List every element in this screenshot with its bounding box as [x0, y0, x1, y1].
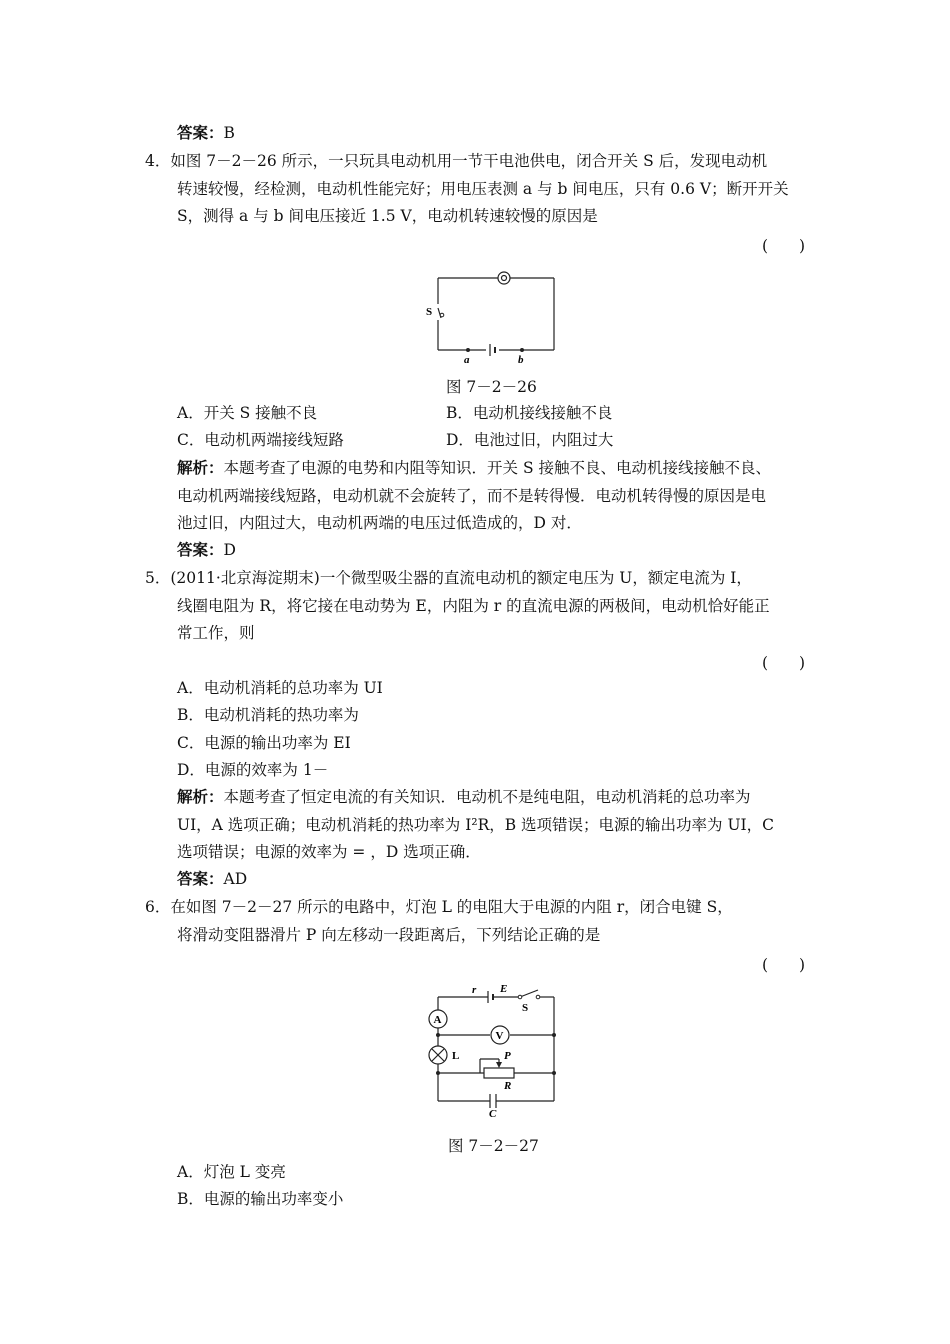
- capacitor-c-label: C: [489, 1108, 497, 1118]
- q5-option-c: C．电源的输出功率为 EI: [177, 734, 351, 752]
- answer-value: D: [223, 541, 236, 559]
- q5-line-2: 线圈电阻为 R，将它接在电动势为 E，内阻为 r 的直流电源的两极间，电动机恰好能正: [177, 597, 770, 615]
- q3-answer: [177, 123, 235, 143]
- analysis-text: 本题考查了恒定电流的有关知识．电动机不是纯电阻，电动机消耗的总功率为: [223, 788, 751, 806]
- slider-p-label: P: [504, 1050, 511, 1062]
- q5-analysis-1: [177, 787, 751, 807]
- answer-label: 答案：: [177, 869, 224, 888]
- q4-option-c: C．电动机两端接线短路: [177, 431, 344, 449]
- lamp-l-label: L: [452, 1050, 460, 1062]
- q6-answer-paren: ( ): [762, 956, 806, 974]
- q6-line-1: 6．在如图 7－2－27 所示的电路中，灯泡 L 的电阻大于电源的内阻 r，闭合电键 S，: [145, 898, 733, 916]
- q5-analysis-2: UI，A 选项正确；电动机消耗的热功率为 I²R，B 选项错误；电源的输出功率为 UI，C: [177, 816, 775, 834]
- q4-analysis-2: 电动机两端接线短路，电动机就不会旋转了，而不是转得慢．电动机转得慢的原因是电: [177, 487, 767, 505]
- q6-line-2: 将滑动变阻器滑片 P 向左移动一段距离后，下列结论正确的是: [177, 926, 601, 944]
- q5-option-d: D．电源的效率为 1－: [177, 761, 329, 779]
- q5-analysis-3: 选项错误；电源的效率为 = ，D 选项正确．: [177, 843, 481, 861]
- voltmeter-icon-label: V: [495, 1030, 504, 1042]
- q6-option-a: A．灯泡 L 变亮: [177, 1163, 286, 1181]
- analysis-label: 解析：: [177, 787, 224, 806]
- q6-option-b: B．电源的输出功率变小: [177, 1190, 344, 1208]
- switch-s-label: S: [426, 306, 433, 318]
- label-r-internal: r: [472, 984, 477, 996]
- q5-answer-paren: ( ): [762, 654, 806, 672]
- rheostat-r-label: R: [504, 1080, 512, 1092]
- label-e: E: [500, 983, 508, 995]
- q4-answer-paren: ( ): [762, 237, 806, 255]
- ammeter-icon-label: A: [433, 1014, 442, 1026]
- q4-line-2: 转速较慢，经检测，电动机性能完好；用电压表测 a 与 b 间电压，只有 0.6 V；断开开关: [177, 180, 789, 198]
- figure-caption-7-2-27: 图 7－2－27: [448, 1137, 539, 1155]
- q4-line-3: S，测得 a 与 b 间电压接近 1.5 V，电动机转速较慢的原因是: [177, 207, 598, 225]
- answer-value: AD: [223, 870, 248, 888]
- q4-line-1: 4．如图 7－2－26 所示，一只玩具电动机用一节干电池供电，闭合开关 S 后，发现电动机: [145, 152, 768, 170]
- figure-caption-7-2-26: 图 7－2－26: [446, 378, 537, 396]
- q4-analysis-1: [177, 458, 771, 478]
- circuit-figure-7-2-27: [420, 983, 580, 1118]
- q5-line-1: 5．(2011·北京海淀期末)一个微型吸尘器的直流电动机的额定电压为 U，额定电流为 I，: [145, 569, 752, 587]
- q5-option-b: B．电动机消耗的热功率为: [177, 706, 359, 724]
- answer-label: 答案：: [177, 540, 224, 559]
- answer-value: B: [223, 124, 235, 142]
- q4-option-d: D．电池过旧，内阻过大: [446, 431, 614, 449]
- answer-label: 答案：: [177, 123, 224, 142]
- q5-option-a: A．电动机消耗的总功率为 UI: [177, 679, 383, 697]
- analysis-text: 本题考查了电源的电势和内阻等知识．开关 S 接触不良、电动机接线接触不良、: [223, 459, 771, 477]
- point-b-label: b: [518, 354, 524, 366]
- q5-line-3: 常工作，则: [177, 624, 255, 642]
- q5-answer: [177, 869, 247, 889]
- label-s: S: [522, 1002, 529, 1014]
- q4-answer: [177, 540, 236, 560]
- circuit-figure-7-2-26: [420, 268, 570, 368]
- q4-option-a: A．开关 S 接触不良: [177, 404, 318, 422]
- q4-analysis-3: 池过旧，内阻过大，电动机两端的电压过低造成的，D 对．: [177, 514, 582, 532]
- analysis-label: 解析：: [177, 458, 224, 477]
- point-a-label: a: [464, 354, 470, 366]
- q4-option-b: B．电动机接线接触不良: [446, 404, 613, 422]
